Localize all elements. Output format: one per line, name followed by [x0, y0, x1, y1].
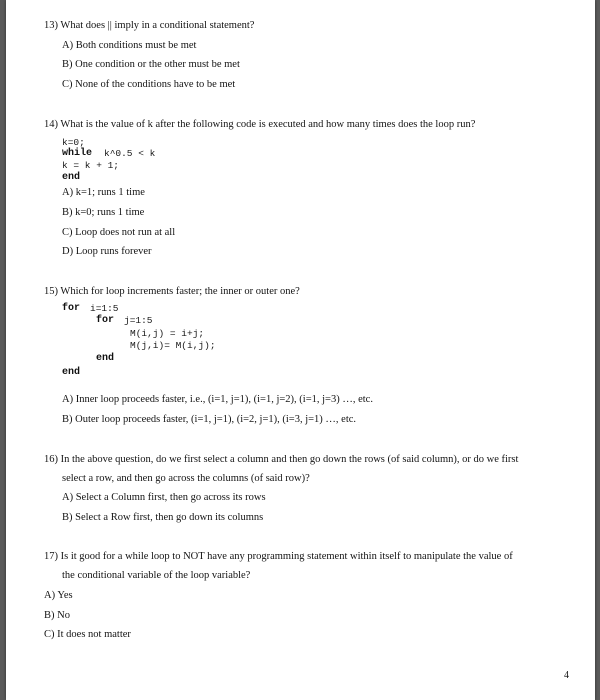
q14-code-while-condition: k^0.5 < k — [104, 148, 156, 159]
q17-option-a: A) Yes — [44, 590, 73, 601]
q15-code-assign-1: M(i,j) = i+j; — [130, 328, 205, 339]
q14-code-while-keyword: while — [62, 148, 93, 159]
q14-code-line-3: k = k + 1; — [62, 160, 120, 171]
q13-option-b: B) One condition or the other must be met — [62, 59, 240, 70]
q15-code-inner-end-keyword: end — [96, 353, 115, 364]
q14-option-b: B) k=0; runs 1 time — [62, 207, 145, 218]
q13-option-c: C) None of the conditions have to be met — [62, 79, 236, 90]
q17-option-b: B) No — [44, 610, 70, 621]
question-15: 15) Which for loop increments faster; the inner or outer one? — [44, 286, 300, 297]
q15-code-inner-for-keyword: for — [96, 315, 115, 326]
document-page — [6, 0, 595, 700]
q14-option-c: C) Loop does not run at all — [62, 227, 176, 238]
question-16: 16) In the above question, do we first select a column and then go down the rows (of said column), or do we first — [44, 454, 519, 465]
question-17: 17) Is it good for a while loop to NOT have any programming statement within itself to manipulate the value of — [44, 551, 513, 562]
q14-option-a: A) k=1; runs 1 time — [62, 187, 145, 198]
question-14: 14) What is the value of k after the following code is executed and how many times does the loop run? — [44, 119, 476, 130]
question-16-continued: select a row, and then go across the columns (of said row)? — [62, 473, 310, 484]
q15-code-assign-2: M(j,i)= M(i,j); — [130, 340, 216, 351]
q15-option-b: B) Outer loop proceeds faster, (i=1, j=1), (i=2, j=1), (i=3, j=1) …, etc. — [62, 414, 357, 425]
q15-code-outer-range: i=1:5 — [90, 303, 119, 314]
page-number: 4 — [564, 670, 569, 681]
q14-option-d: D) Loop runs forever — [62, 246, 152, 257]
q15-code-inner-range: j=1:5 — [124, 315, 153, 326]
q16-option-b: B) Select a Row first, then go down its columns — [62, 512, 264, 523]
q14-code-line-1: k=0; — [62, 137, 85, 148]
q15-code-outer-end-keyword: end — [62, 367, 81, 378]
q17-option-c: C) It does not matter — [44, 629, 131, 640]
q15-option-a: A) Inner loop proceeds faster, i.e., (i=1, j=1), (i=1, j=2), (i=1, j=3) …, etc. — [62, 394, 373, 405]
q16-option-a: A) Select a Column first, then go across its rows — [62, 492, 266, 503]
question-17-continued: the conditional variable of the loop variable? — [62, 570, 251, 581]
q13-option-a: A) Both conditions must be met — [62, 40, 197, 51]
q14-code-end-keyword: end — [62, 172, 81, 183]
q15-code-outer-for-keyword: for — [62, 303, 81, 314]
question-13: 13) What does || imply in a conditional statement? — [44, 20, 255, 31]
